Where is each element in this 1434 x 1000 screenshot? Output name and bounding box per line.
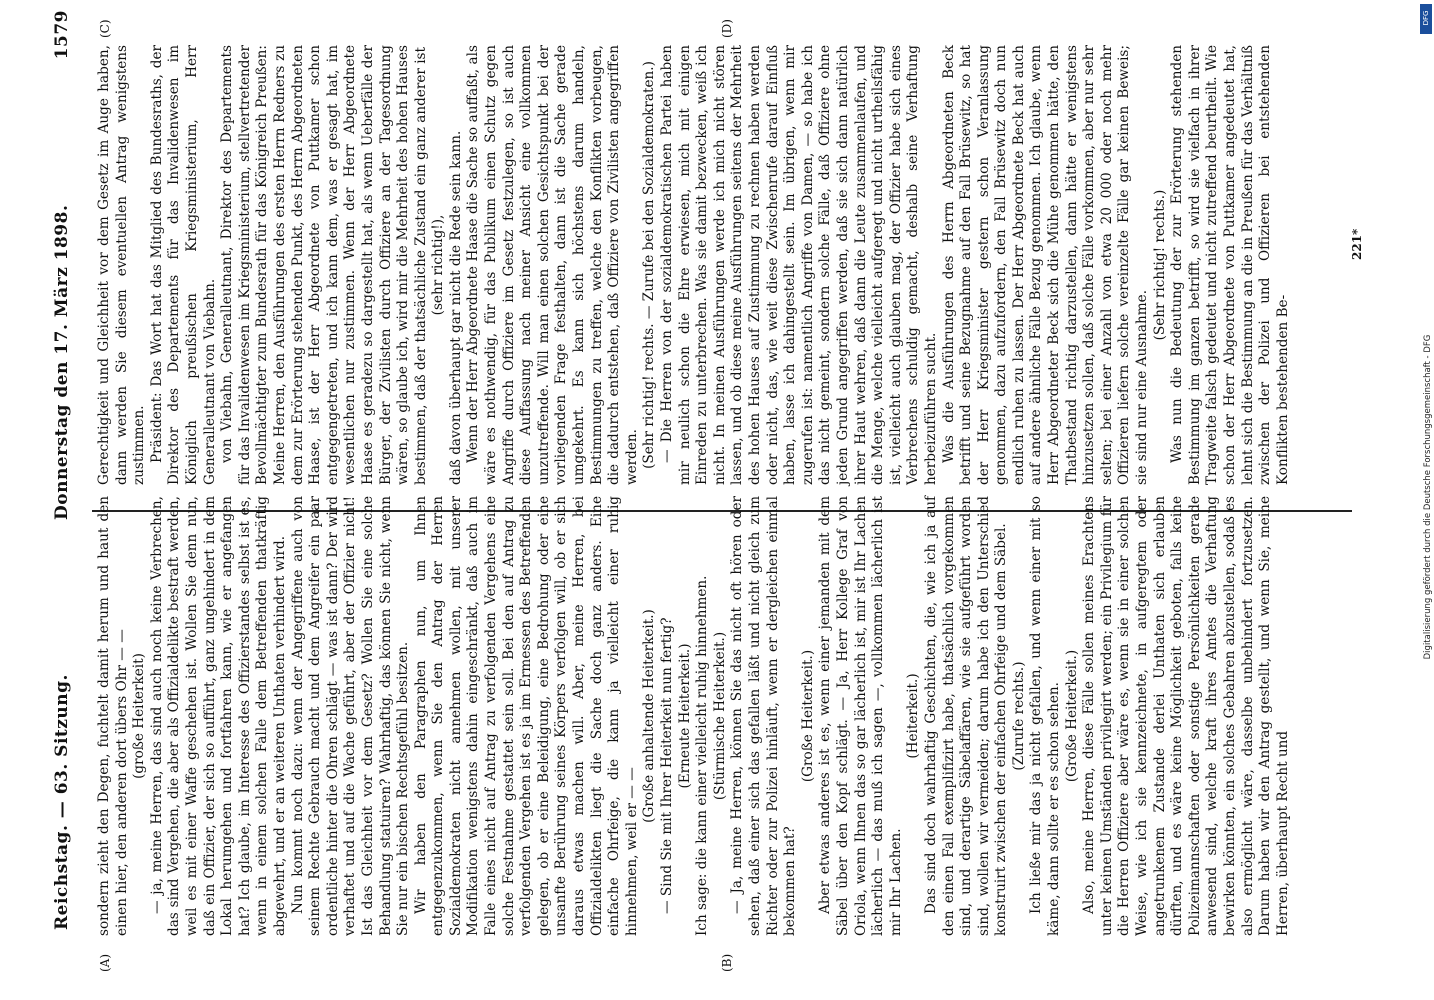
right-column-paragraph: Wenn der Herr Abgeordnete Haase die Sache so auffaßt, als wäre es nothwendig, für das Publikum einen Schutz gegen Angriffe durch Offiziere im Gesetz festzulegen, so ist auch diese Auffassung nach meiner Ansicht eine vollkommen unzutreffende. Will man einen solchen Gesichtspunkt bei der vorliegenden Frage festhalten, dann ist die Sache gerade umgekehrt. Es kann sich höchstens darum handeln, Bestimmungen zu treffen, welche den Konflikten vorbeugen, die dadurch entstehen, daß Offiziere von Zivilisten angegriffen werden. <box>465 45 640 485</box>
left-column-paragraph: Wir haben den Paragraphen nun, um Ihnen entgegenzukommen, wenn Sie den Antrag der Herren Sozialdemokraten nicht annehmen wollen, mit unserer Modifikation wenigstens dahin eingeschränkt, daß auch im Falle eines nicht auf Antrag zu verfolgenden Vergehens eine solche Festnahme gestattet sein soll. Bei den auf Antrag zu verfolgenden Vergehen ist es ja im Ermessen des Betreffenden gelegen, ob er eine Beleidigung, eine Bedrohung oder eine unsanfte Berührung seines Körpers verfolgen will, ob er sich daraus etwas machen will. Aber, meine Herren, bei Offizialdelikten liegt die Sache doch ganz anders. Eine einfache Ohrfeige, die kann ja vielleicht einer ruhig hinnehmen, weil er — — <box>412 496 640 936</box>
signature-mark: 221* <box>1350 228 1364 260</box>
right-column-paragraph: von Viebahn, Generalleutnant, Direktor des Departements für das Invalidenwesen im Kriegsministerium, stellvertretender Bevollmächtigter zum Bundesrath für das Königreich Preußen: Meine Herren, den Ausführungen des ersten Herrn Redners zu dem zur Erörterung stehenden Punkt, des Herrn Abgeordneten Haase, ist der Herr Abgeordnete von Puttkamer schon entgegengetreten, und ich kann dem, was er gesagt hat, im wesentlichen nur zustimmen. Wenn der Herr Abgeordnete Haase es geradezu so dargestellt hat, als wenn Ueberfälle der Bürger, der Zivilisten durch Offiziere an der Tagesordnung wären, so glaube ich, wird mir die Mehrheit des hohen Hauses bestimmen, daß der thatsächliche Zustand ein ganz anderer ist <box>219 45 429 485</box>
credit-text: Digitalisierung gefördert durch die Deutsche Forschungsgemeinschaft - DFG <box>1423 334 1433 660</box>
right-column-paragraph: (Sehr richtig! rechts.) <box>1151 189 1168 341</box>
right-column-paragraph: (sehr richtig!), <box>430 214 447 316</box>
left-column-paragraph: (große Heiterkeit) <box>131 653 148 779</box>
header-left: Reichstag. — 63. Sitzung. <box>52 674 72 930</box>
margin-marker-b: (B) <box>720 953 734 972</box>
right-column-paragraph: (Sehr richtig! rechts. — Zurufe bei den Sozialdemokraten.) <box>641 61 658 469</box>
left-column-paragraph: — ja, meine Herren, das sind auch noch keine Verbrechen, das sind Vergehen, die aber als Offizialdelikte bestraft werden, weil es mit einer Waffe geschehen ist. Wollen Sie denn nun, daß ein Offizier, der sich so aufführt, ganz ungehindert in dem Lokal herumgehen und fortfahren kann, wie er angefangen hat? Ich glaube, im Interesse des Offizierstandes selbst ist es, wenn in einem solchen Falle dem Betreffenden thatkräftig abgewehrt, und er an weiteren Unthaten verhindert wird. <box>148 496 288 936</box>
right-column-paragraph: Was nun die Bedeutung der zur Erörterung stehenden Bestimmung im ganzen betrifft, so wird sie vielfach in ihrer Tragweite falsch gedeutet und nicht zutreffend beurtheilt. Wie schon der Herr Abgeordnete von Puttkamer angedeutet hat, lehnt sich die Bestimmung an die in Preußen für das Verhältniß zwischen der Polizei und Offizieren bei entstehenden Konflikten bestehenden Be- <box>1169 45 1291 485</box>
right-column-paragraph: Was die Ausführungen des Herrn Abgeordneten Beck betrifft und seine Bezugnahme auf den Fall Brüsewitz, so hat der Herr Kriegsminister gestern schon Veranlassung genommen, dazu aufzufordern, den Fall Brüsewitz doch nun endlich ruhen zu lassen. Der Herr Abgeordnete Beck hat auch auf andere ähnliche Fälle Bezug genommen. Ich glaube, wenn Herr Abgeordneter Beck sich die Mühe genommen hätte, den Thatbestand richtig darzustellen, dann hätte er wenigstens hinzusetzen sollen, daß solche Fälle vorkommen, aber nur sehr selten; bei einer Anzahl von etwa 20 000 oder noch mehr Offizieren liefern solche vereinzelte Fälle gar keinen Beweis; sie sind nur eine Ausnahme. <box>940 45 1151 485</box>
left-column-paragraph: Das sind doch wahrhaftig Geschichten, die, wie ich ja auf den einen Fall exemplifizirt habe, thatsächlich vorgekommen sind, und derartige Säbelaffären, wie sie aufgeführt worden sind, wollen wir vermeiden; darum habe ich den Unterschied konstruirt zwischen der einfachen Ohrfeige und dem Säbel. <box>922 496 1010 936</box>
header-date: Donnerstag den 17. März 1898. <box>52 204 72 520</box>
left-column-paragraph: (Erneute Heiterkeit.) <box>676 643 693 789</box>
left-column-paragraph: (Stürmische Heiterkeit.) <box>711 631 728 801</box>
margin-marker-c: (C) <box>98 19 112 38</box>
left-column-paragraph: Nun kommt noch dazu: wenn der Angegriffene auch von seinem Rechte Gebrauch macht und dem Angreifer ein paar ordentliche hinter die Ohren schlägt — was ist dann? Der wird verhaftet und auf die Wache geführt, aber der Offizier nicht! Ist das Gleichheit vor dem Gesetz? Wollen Sie eine solche Behandlung statuiren? Wahrhaftig, das können Sie nicht, wenn Sie nur ein bischen Rechtsgefühl besitzen. <box>289 496 412 936</box>
left-column-paragraph: Ich ließe mir das ja nicht gefallen, und wenn einer mit so käme, dann sollte er es schon sehen. <box>1028 496 1063 936</box>
page-number: 1579 <box>52 10 72 60</box>
right-column <box>96 45 1292 485</box>
page-header <box>52 10 82 960</box>
right-column-paragraph: — Die Herren von der sozialdemokratischen Partei haben mir neulich schon die Ehre erwiesen, mich mit einigen Einreden zu unterbrechen. Was sie damit bezwecken, weiß ich nicht. In meinen Ausführungen werde ich mich nicht stören lassen, und ob diese meine Ausführungen seitens der Mehrheit des hohen Hauses auf Zustimmung zu rechnen haben werden oder nicht, das, wie weit diese Zwischenrufe darauf Einfluß haben, lasse ich dahingestellt sein. Im übrigen, wenn mir zugerufen ist: namentlich Angriffe von Damen, — so habe ich das nicht gemeint, sondern solche Fälle, daß Offiziere ohne jeden Grund angegriffen werden, daß sie sich dann natürlich ihrer Haut wehren, daß dann die Leute zusammenlaufen, und die Menge, welche vielleicht aufgeregt und nicht urtheilsfähig ist, vielleicht auch glauben mag, der Offizier habe sich eines Verbrechens schuldig gemacht, deshalb seine Verhaftung herbeizuführen sucht. <box>659 45 939 485</box>
left-column-paragraph: (Zurufe rechts.) <box>1010 661 1027 771</box>
left-column-paragraph: (Heiterkeit.) <box>905 673 922 759</box>
left-column-paragraph: Ich sage: die kann einer vielleicht ruhig hinnehmen. <box>694 575 711 936</box>
left-column-paragraph: Also, meine Herren, diese Fälle sollen meines Erachtens unter keinen Umständen privilegirt werden; ein Privilegium für die Herren Offiziere aber wäre es, wenn sie in einer solchen Weise, wie ich sie kennzeichnete, in aufgeregtem oder angetrunkenem Zustande derlei Unthaten sich erlauben dürften, und es wäre keine Möglichkeit geboten, falls keine Polizeimannschaften oder sonstige Persönlichkeiten gerade anwesend sind, welche kraft ihres Amtes die Verhaftung bewirken könnten, ein solches Gebahren abzustellen, sodaß es also ermöglicht wäre, dasselbe unbehindert fortzusetzen. Darum haben wir den Antrag gestellt, und wenn Sie, meine Herren, überhaupt Recht und <box>1081 496 1291 936</box>
left-column-paragraph: (Große anhaltende Heiterkeit.) <box>641 609 658 823</box>
left-column <box>96 496 1292 936</box>
right-column-paragraph: daß davon überhaupt gar nicht die Rede sein kann. <box>447 130 464 485</box>
left-column-paragraph: Aber etwas anderes ist es, wenn einer jemanden mit dem Säbel über den Kopf schlägt. — Ja, Herr Kollege Graf von Oriola, wenn Ihnen das so gar lächerlich ist, mir ist Ihr Lachen lächerlich — das muß ich sagen —, vollkommen lächerlich ist mir Ihr Lachen. <box>817 496 904 936</box>
left-column-paragraph: — Sind Sie mit Ihrer Heiterkeit nun fertig? <box>659 617 675 914</box>
digitization-credit <box>1418 0 1434 1000</box>
margin-marker-a: (A) <box>98 953 112 972</box>
left-column-paragraph: sondern zieht den Degen, fuchtelt damit herum und haut den einen hier, den anderen dort übers Ohr — — <box>96 496 130 936</box>
margin-marker-d: (D) <box>720 19 734 38</box>
right-column-paragraph: Präsident: Das Wort hat das Mitglied des Bundesraths, der Direktor des Departements für das Invalidenwesen im Königlich preußischen Kriegsministerium, Herr Generalleutnant von Viebahn. <box>148 45 218 485</box>
dfg-logo: DFG <box>1420 4 1432 34</box>
left-column-paragraph: (Große Heiterkeit.) <box>1063 649 1080 783</box>
left-column-paragraph: — Ja, meine Herren, können Sie das nicht oft hören oder sehen, daß einer sich das gefallen läßt und nicht gleich zum Richter oder zur Polizei hinläuft, wenn er dergleichen einmal bekommen hat? <box>729 496 799 936</box>
right-column-paragraph: Gerechtigkeit und Gleichheit vor dem Gesetz im Auge haben, dann werden Sie diesem eventuellen Antrag wenigstens zustimmen. <box>96 45 148 485</box>
left-column-paragraph: (Große Heiterkeit.) <box>799 649 816 783</box>
